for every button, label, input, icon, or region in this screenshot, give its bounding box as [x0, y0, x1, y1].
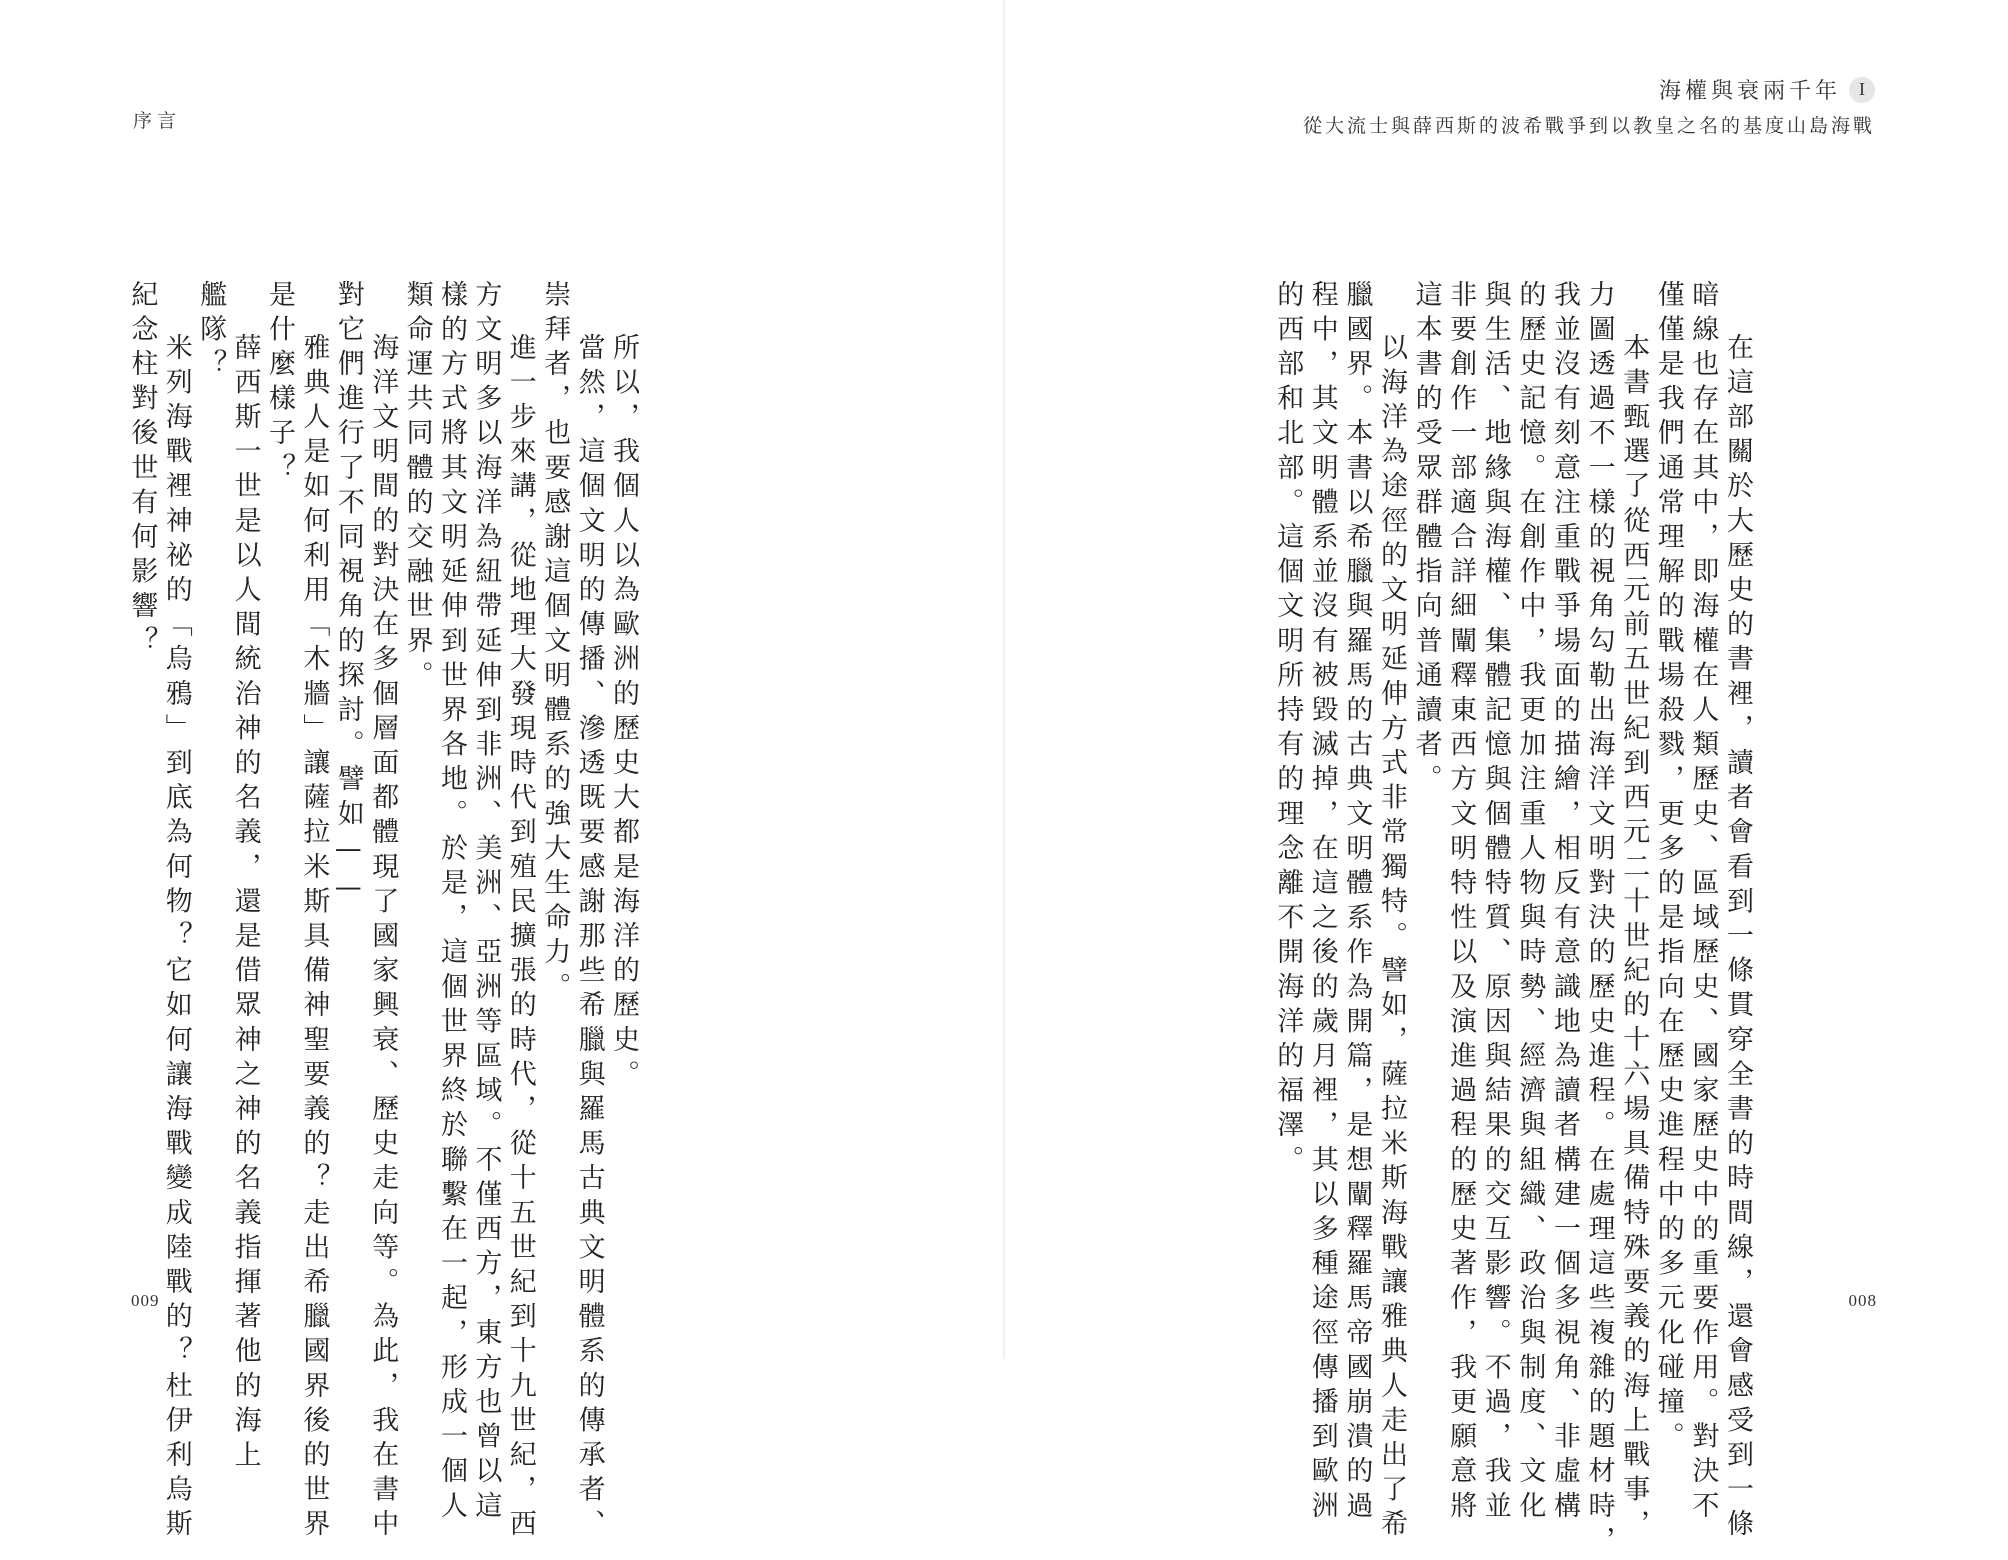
running-head-section: 序言 [133, 110, 182, 132]
text-column: 當然，這個文明的傳播、滲透既要感謝那些希臘與羅馬古典文明體系的傳承者、 [573, 333, 605, 1544]
page-number-left: 009 [131, 1291, 160, 1310]
text-column: 樣的方式將其文明延伸到世界各地。於是，這個世界終於聯繫在一起，形成一個人 [436, 280, 467, 1526]
text-column: 所以，我個人以為歐洲的歷史大都是海洋的歷史。 [608, 333, 639, 1095]
text-column: 本書甄選了從西元前五世紀到西元二十世紀的十六場具備特殊要義的海上戰事， [1618, 333, 1650, 1544]
text-column: 這本書的受眾群體指向普通讀者。 [1410, 280, 1442, 799]
book-title: 海權與衰兩千年 [1658, 79, 1841, 104]
text-column: 僅僅是我們通常理解的戰場殺戮，更多的是指向在歷史進程中的多元化碰撞。 [1652, 280, 1684, 1457]
right-page [1004, 0, 2008, 1560]
text-column: 進一步來講，從地理大發現時代到殖民擴張的時代，從十五世紀到十九世紀，西 [504, 333, 536, 1544]
text-column: 臘國界。本書以希臘與羅馬的古典文明體系作為開篇，是想闡釋羅馬帝國崩潰的過 [1341, 280, 1373, 1526]
text-column: 以海洋為途徑的文明延伸方式非常獨特。譬如，薩拉米斯海戰讓雅典人走出了希 [1376, 333, 1407, 1544]
left-page [0, 0, 1004, 1544]
text-column: 雅典人是如何利用「木牆」讓薩拉米斯具備神聖要義的？走出希臘國界後的世界 [298, 333, 330, 1544]
text-column: 在這部關於大歷史的書裡，讀者會看到一條貫穿全書的時間線，還會感受到一條 [1722, 333, 1753, 1544]
text-column: 海洋文明間的對決在多個層面都體現了國家興衰、歷史走向等。為此，我在書中 [367, 333, 399, 1544]
book-subtitle: 從大流士與薛西斯的波希戰爭到以教皇之名的基度山島海戰 [1302, 115, 1875, 137]
text-column: 紀念柱對後世有何影響？ [126, 280, 158, 661]
text-column: 非要創作一部適合詳細闡釋東西方文明特性以及演進過程的歷史著作，我更願意將 [1445, 280, 1477, 1526]
page-number-right: 008 [1848, 1291, 1877, 1310]
text-column: 暗線也存在其中，即海權在人類歷史、區域歷史、國家歷史中的重要作用。對決不 [1687, 280, 1719, 1526]
text-column: 力圖透過不一樣的視角勾勒出海洋文明對決的歷史進程。在處理這些複雜的題材時， [1583, 280, 1615, 1560]
text-column: 我並沒有刻意注重戰爭場面的描繪，相反有意識地為讀者構建一個多視角、非虛構 [1549, 280, 1580, 1526]
book-title-row [1659, 74, 1875, 105]
text-column: 是什麼樣子？ [264, 280, 295, 488]
text-column: 米列海戰裡神祕的「烏鴉」到底為何物？它如何讓海戰變成陸戰的？杜伊利烏斯 [160, 333, 192, 1544]
text-column: 的歷史記憶。在創作中，我更加注重人物與時勢、經濟與組織、政治與制度、文化 [1514, 280, 1546, 1526]
text-column: 與生活、地緣與海權、集體記憶與個體特質、原因與結果的交互影響。不過，我並 [1479, 280, 1511, 1526]
running-head-book [1303, 74, 1875, 138]
volume-badge: I [1849, 77, 1875, 103]
text-column: 對它們進行了不同視角的探討。譬如—— [332, 280, 364, 911]
text-column: 薛西斯一世是以人間統治神的名義，還是借眾神之神的名義指揮著他的海上 [229, 333, 261, 1475]
text-column: 程中，其文明體系並沒有被毀滅掉，在這之後的歲月裡，其以多種途徑傳播到歐洲 [1306, 280, 1338, 1526]
text-column: 方文明多以海洋為紐帶延伸到非洲、美洲、亞洲等區域。不僅西方，東方也曾以這 [470, 280, 502, 1526]
text-column: 的西部和北部。這個文明所持有的理念離不開海洋的福澤。 [1272, 280, 1304, 1180]
text-column: 艦隊？ [195, 280, 227, 384]
text-column: 崇拜者，也要感謝這個文明體系的強大生命力。 [539, 280, 571, 1007]
text-column: 類命運共同體的交融世界。 [401, 280, 433, 696]
